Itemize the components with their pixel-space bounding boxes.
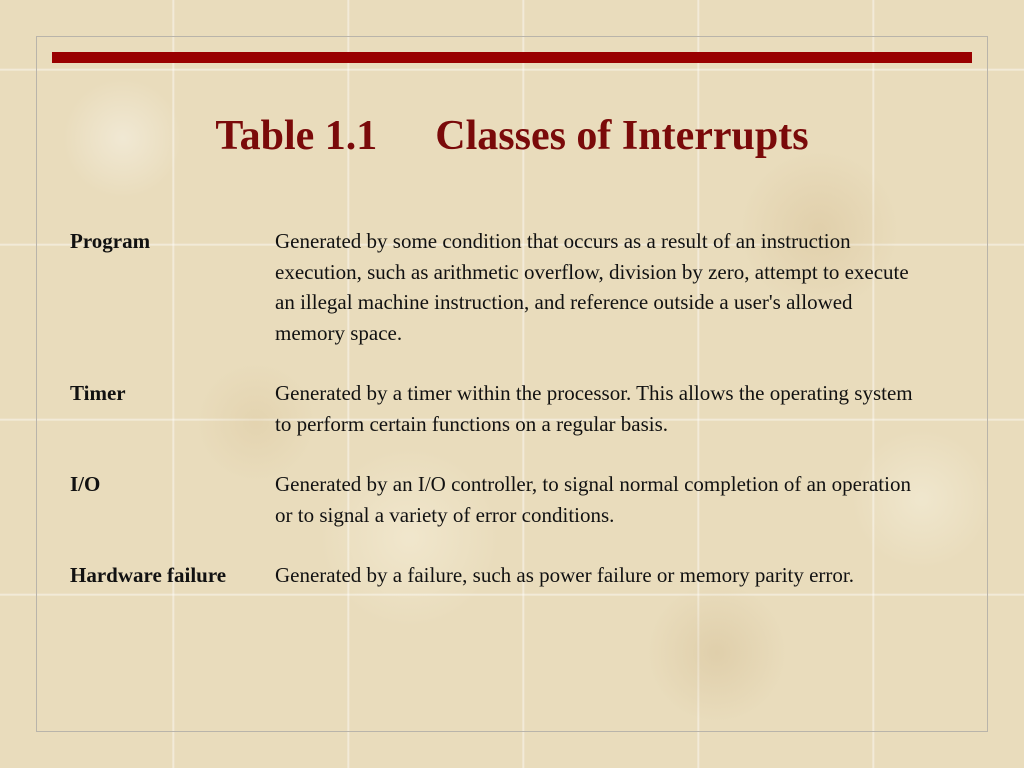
interrupt-class-description: Generated by an I/O controller, to signal normal completion of an operation or to signal a variety of error conditions. (275, 472, 911, 527)
slide-title (0, 112, 1024, 160)
table-row (70, 226, 930, 348)
title-accent-bar (52, 52, 972, 63)
table-number: Table 1.1 (215, 113, 378, 159)
interrupt-class-term: Program (70, 229, 151, 253)
interrupt-classes-table (70, 226, 930, 621)
table-row (70, 560, 930, 591)
table-row (70, 469, 930, 530)
interrupt-class-description: Generated by a timer within the processor. This allows the operating system to perform certain functions on a regular basis. (275, 381, 913, 436)
interrupt-class-term: Hardware failure (70, 563, 227, 587)
interrupt-class-term: Timer (70, 381, 126, 405)
interrupt-class-description: Generated by some condition that occurs as a result of an instruction execution, such as arithmetic overflow, division by zero, attempt to execute an illegal machine instruction, and reference outside a user's allowed memory space. (275, 229, 909, 345)
interrupt-class-description: Generated by a failure, such as power failure or memory parity error. (275, 563, 855, 587)
table-caption: Classes of Interrupts (435, 113, 809, 159)
table-row (70, 378, 930, 439)
interrupt-class-term: I/O (70, 472, 101, 496)
